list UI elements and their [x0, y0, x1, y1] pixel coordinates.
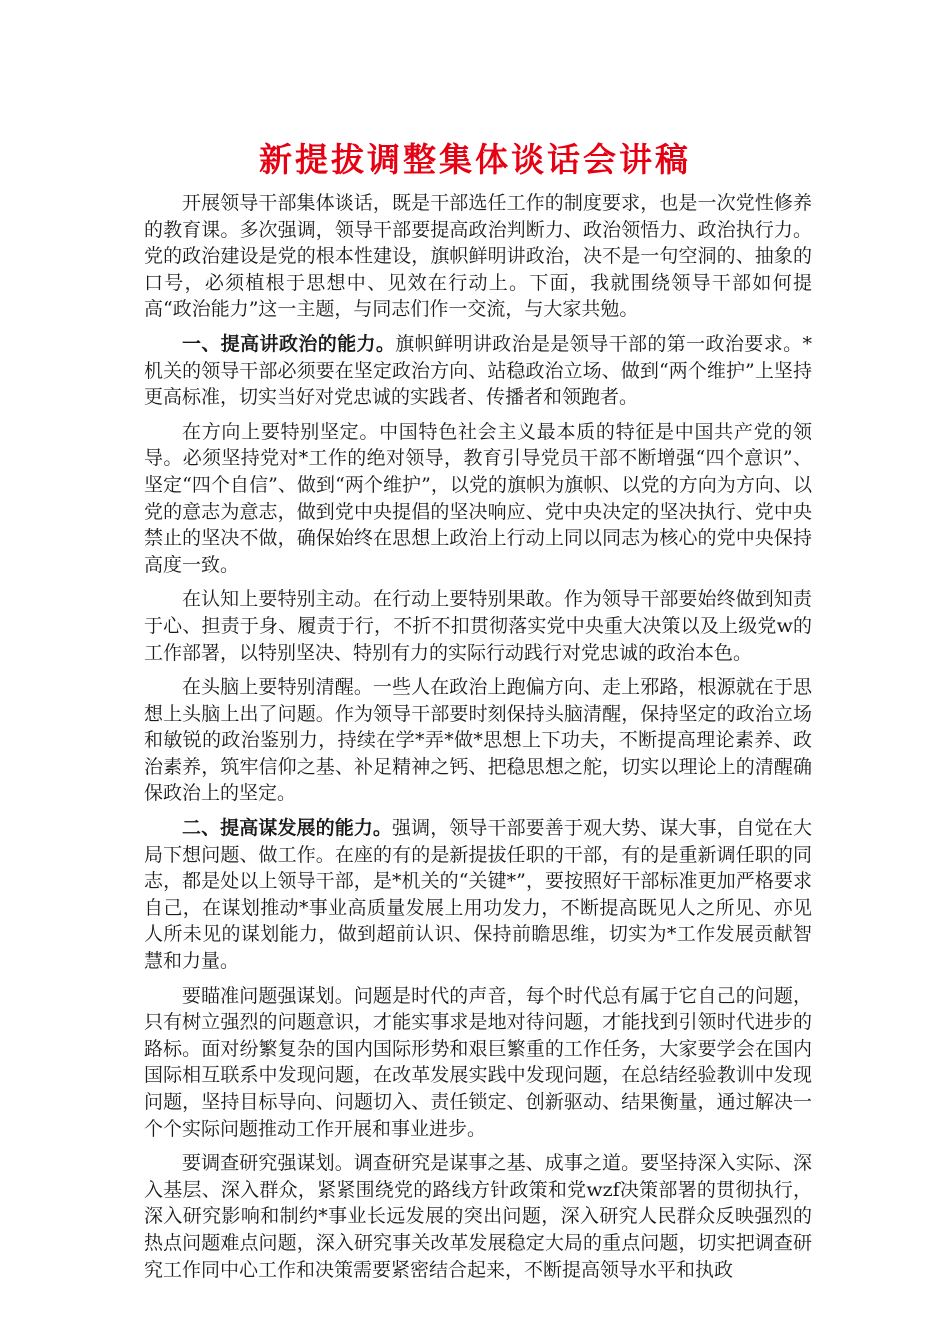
paragraph-text: 在认知上要特别主动。在行动上要特别果敢。作为领导干部要始终做到知责于心、担责于身、履责于行，不折不扣贯彻落实党中央重大决策以及上级党w的工作部署，以特别坚决、特别有力的实际行动践行对党忠诚的政治本色。: [144, 588, 812, 664]
paragraph-intro: [144, 190, 812, 323]
document-title: 新提拔调整集体谈话会讲稿: [259, 140, 691, 179]
paragraph-text: 要瞄准问题强谋划。问题是时代的声音，每个时代总有属于它自己的问题，只有树立强烈的问题意识，才能实事求是地对待问题，才能找到引领时代进步的路标。面对纷繁复杂的国内国际形势和艰巨繁重的工作任务，大家要学会在国内国际相互联系中发现问题，在改革发展实践中发现问题，在总结经验教训中发现问题，坚持目标导向、问题切入、责任锁定、创新驱动、结果衡量，通过解决一个个实际问题推动工作开展和事业进步。: [144, 984, 812, 1140]
paragraph-section-two: [144, 815, 812, 975]
paragraph-problems: [144, 983, 812, 1143]
document-body: [144, 190, 812, 1291]
paragraph-section-one: [144, 331, 812, 411]
paragraph-text: 旗帜鲜明讲政治是是领导干部的第一政治要求。*机关的领导干部必须要在坚定政治方向、站稳政治立场、做到“两个维护”上坚持更高标准，切实当好对党忠诚的实践者、传播者和领跑者。: [144, 332, 812, 409]
paragraph-mind: [144, 674, 812, 807]
paragraph-text: 要调查研究强谋划。调查研究是谋事之基、成事之道。要坚持深入实际、深入基层、深入群众，紧紧围绕党的路线方针政策和党wzf决策部署的贯彻执行，深入研究影响和制约*事业长远发展的突出问题，深入研究人民群众反映强烈的热点问题难点问题，深入研究事关改革发展稳定大局的重点问题，切实把调查研究工作同中心工作和决策需要紧密结合起来，不断提高领导水平和执政: [144, 1152, 812, 1281]
paragraph-text: 在方向上要特别坚定。中国特色社会主义最本质的特征是中国共产党的领导。必须坚持党对*工作的绝对领导，教育引导党员干部不断增强“四个意识”、坚定“四个自信”、做到“两个维护”，以党的旗帜为旗帜、以党的方向为方向、以党的意志为意志，做到党中央提倡的坚决响应、党中央决定的坚决执行、党中央禁止的坚决不做，确保始终在思想上政治上行动上同以同志为核心的党中央保持高度一致。: [144, 420, 812, 576]
section-heading: 二、提高谋发展的能力。: [182, 817, 393, 840]
paragraph-text: 在头脑上要特别清醒。一些人在政治上跑偏方向、走上邪路，根源就在于思想上头脑上出了问题。作为领导干部要时刻保持头脑清醒，保持坚定的政治立场和敏锐的政治鉴别力，持续在学*弄*做*思想上下功夫，不断提高理论素养、政治素养，筑牢信仰之基、补足精神之钙、把稳思想之舵，切实以理论上的清醒确保政治上的坚定。: [144, 676, 812, 805]
paragraph-text: 开展领导干部集体谈话，既是干部选任工作的制度要求，也是一次党性修养的教育课。多次强调，领导干部要提高政治判断力、政治领悟力、政治执行力。党的政治建设是党的根本性建设，旗帜鲜明讲政治，决不是一句空洞的、抽象的口号，必须植根于思想中、见效在行动上。下面，我就围绕领导干部如何提高“政治能力”这一主题，与同志们作一交流，与大家共勉。: [144, 192, 812, 321]
paragraph-text: 强调，领导干部要善于观大势、谋大事，自觉在大局下想问题、做工作。在座的有的是新提拔任职的干部，有的是重新调任职的同志，都是处以上领导干部，是*机关的“关键*”，要按照好干部标准更加严格要求自己，在谋划推动*事业高质量发展上用功发力，不断提高既见人之所见、亦见人所未见的谋划能力，做到超前认识、保持前瞻思维，切实为*工作发展贡献智慧和力量。: [144, 817, 812, 973]
paragraph-cognition: [144, 586, 812, 666]
paragraph-direction: [144, 419, 812, 579]
paragraph-research: [144, 1150, 812, 1283]
section-heading: 一、提高讲政治的能力。: [182, 332, 396, 355]
